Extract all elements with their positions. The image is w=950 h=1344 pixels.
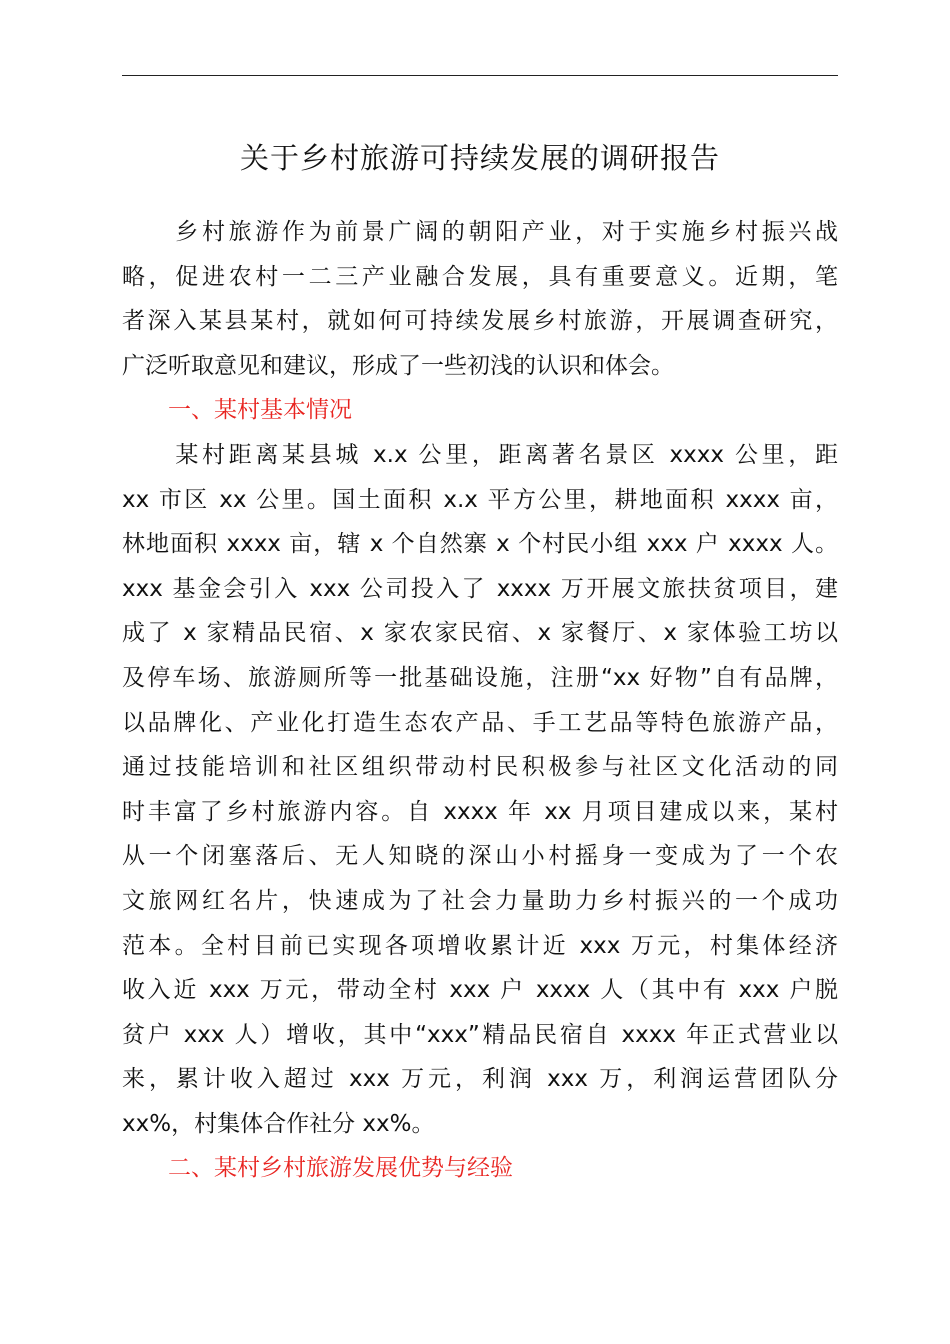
text-line: 乡村旅游作为前景广阔的朝阳产业，对于实施乡村振兴战 [122,219,838,245]
section-heading-1: 一、某村基本情况 [168,397,352,424]
text-line: 贫户 xxx 人）增收，其中“xxx”精品民宿自 xxxx 年正式营业以 [122,1021,838,1048]
text-line: 从一个闭塞落后、无人知晓的深山小村摇身一变成为了一个农 [122,843,838,870]
text-line: 以品牌化、产业化打造生态农产品、手工艺品等特色旅游产品， [122,709,838,736]
text-line: 及停车场、旅游厕所等一批基础设施，注册“xx 好物”自有品牌， [122,664,838,691]
section-heading-2: 二、某村乡村旅游发展优势与经验 [168,1155,513,1182]
text-line: 范本。全村目前已实现各项增收累计近 xxx 万元，村集体经济 [122,932,838,959]
text-line: xx 市区 xx 公里。国土面积 x.x 平方公里，耕地面积 xxxx 亩， [122,486,838,513]
text-line: 成了 x 家精品民宿、x 家农家民宿、x 家餐厅、x 家体验工坊以 [122,620,838,647]
text-line: 文旅网红名片，快速成为了社会力量助力乡村振兴的一个成功 [122,887,838,914]
text-line: 广泛听取意见和建议，形成了一些初浅的认识和体会。 [122,352,674,379]
text-line: 者深入某县某村，就如何可持续发展乡村旅游，开展调查研究， [122,308,838,335]
text-line: xx%，村集体合作社分 xx%。 [122,1110,435,1137]
header-rule [122,75,838,76]
text-line: 时丰富了乡村旅游内容。自 xxxx 年 xx 月项目建成以来，某村 [122,798,838,825]
text-line: 收入近 xxx 万元，带动全村 xxx 户 xxxx 人（其中有 xxx 户脱 [122,977,838,1004]
document-body [122,210,838,1191]
document-title: 关于乡村旅游可持续发展的调研报告 [239,141,720,175]
text-line: 来，累计收入超过 xxx 万元，利润 xxx 万，利润运营团队分 [122,1066,838,1093]
text-line: 略，促进农村一二三产业融合发展，具有重要意义。近期，笔 [122,263,838,290]
text-line: 林地面积 xxxx 亩，辖 x 个自然寨 x 个村民小组 xxx 户 xxxx 人。 [122,531,838,558]
section-1-paragraph [122,433,838,1147]
text-line: 某村距离某县城 x.x 公里，距离著名景区 xxxx 公里，距 [122,441,838,468]
text-line: xxx 基金会引入 xxx 公司投入了 xxxx 万开展文旅扶贫项目，建 [122,575,838,602]
intro-paragraph [122,210,838,388]
text-line: 通过技能培训和社区组织带动村民积极参与社区文化活动的同 [122,754,838,781]
